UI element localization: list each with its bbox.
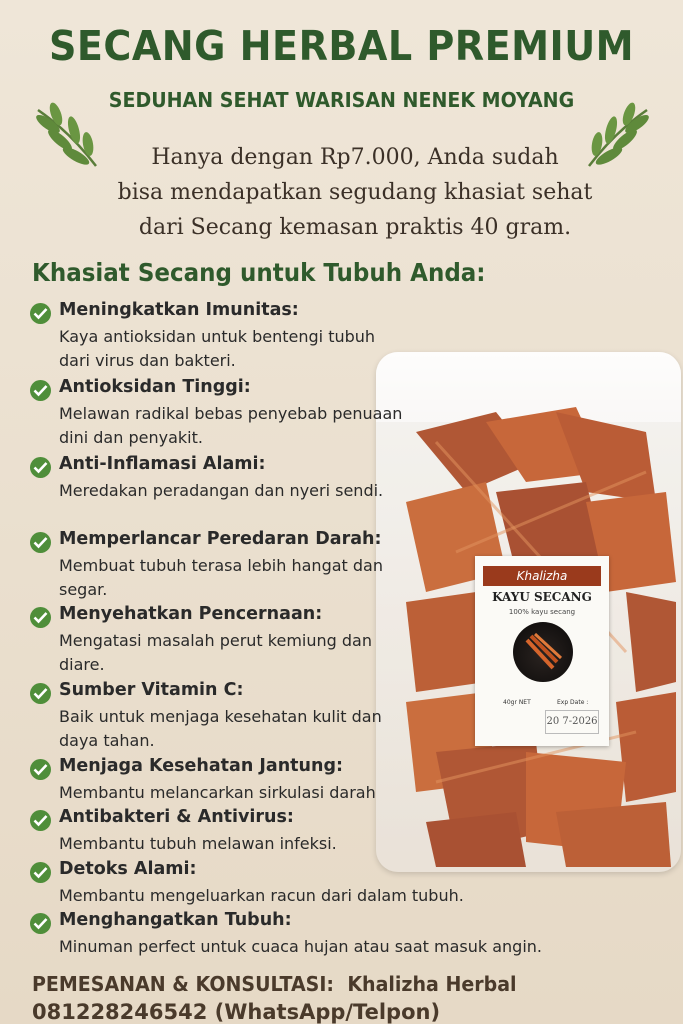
- intro-line: bisa mendapatkan segudang khasiat sehat: [117, 180, 593, 205]
- label-exp-label: Exp Date :: [557, 699, 589, 706]
- check-circle-icon: [30, 607, 51, 628]
- check-circle-icon: [30, 457, 51, 478]
- label-product-photo: [513, 622, 573, 682]
- page-title: SECANG HERBAL PREMIUM: [48, 22, 635, 70]
- benefit-title: Menghangatkan Tubuh:: [59, 910, 292, 930]
- product-label: [475, 556, 609, 746]
- benefit-title: Memperlancar Peredaran Darah:: [59, 529, 382, 549]
- benefits-heading: Khasiat Secang untuk Tubuh Anda:: [32, 258, 486, 287]
- order-label: PEMESANAN & KONSULTASI:: [32, 972, 335, 996]
- check-circle-icon: [30, 683, 51, 704]
- check-circle-icon: [30, 913, 51, 934]
- check-circle-icon: [30, 862, 51, 883]
- intro-line: dari Secang kemasan praktis 40 gram.: [138, 215, 572, 240]
- benefit-title: Antibakteri & Antivirus:: [59, 807, 294, 827]
- label-brand: Khalizha: [483, 566, 601, 586]
- label-net-weight: 40gr NET: [503, 699, 531, 706]
- label-subtitle: 100% kayu secang: [508, 608, 576, 616]
- benefit-title: Meningkatkan Imunitas:: [59, 300, 299, 320]
- order-info: [32, 972, 517, 996]
- benefit-title: Detoks Alami:: [59, 859, 197, 879]
- label-product-name: KAYU SECANG: [492, 590, 592, 604]
- benefit-description: Membantu tubuh melawan infeksi.: [59, 834, 337, 853]
- benefit-description: Membantu mengeluarkan racun dari dalam tubuh.: [59, 886, 464, 905]
- benefit-description: Meredakan peradangan dan nyeri sendi.: [59, 481, 384, 500]
- intro-line: Hanya dengan Rp7.000, Anda sudah: [151, 145, 559, 170]
- page-subtitle: SEDUHAN SEHAT WARISAN NENEK MOYANG: [108, 88, 575, 112]
- check-circle-icon: [30, 810, 51, 831]
- check-circle-icon: [30, 380, 51, 401]
- benefit-title: Sumber Vitamin C:: [59, 680, 244, 700]
- benefit-title: Anti-Inflamasi Alami:: [59, 454, 266, 474]
- brand-name: Khalizha Herbal: [347, 972, 517, 996]
- benefit-description: Melawan radikal bebas penyebab penuaan dini dan penyakit.: [59, 404, 403, 447]
- benefit-title: Antioksidan Tinggi:: [59, 377, 251, 397]
- check-circle-icon: [30, 759, 51, 780]
- benefit-description: Minuman perfect untuk cuaca hujan atau saat masuk angin.: [59, 937, 542, 956]
- contact-number: 081228246542 (WhatsApp/Telpon): [32, 1000, 441, 1024]
- intro-text: [90, 140, 620, 245]
- benefit-title: Menyehatkan Pencernaan:: [59, 604, 323, 624]
- benefit-description: Kaya antioksidan untuk bentengi tubuh dari virus dan bakteri.: [59, 327, 376, 370]
- benefit-description: Mengatasi masalah perut kemiung dan diare.: [59, 631, 372, 674]
- benefit-title: Menjaga Kesehatan Jantung:: [59, 756, 343, 776]
- check-circle-icon: [30, 532, 51, 553]
- benefit-description: Baik untuk menjaga kesehatan kulit dan daya tahan.: [59, 707, 382, 750]
- benefit-description: Membantu melancarkan sirkulasi darah: [59, 783, 376, 802]
- benefit-description: Membuat tubuh terasa lebih hangat dan segar.: [59, 556, 383, 599]
- check-circle-icon: [30, 303, 51, 324]
- label-exp-date: 20 7-2026: [545, 710, 599, 734]
